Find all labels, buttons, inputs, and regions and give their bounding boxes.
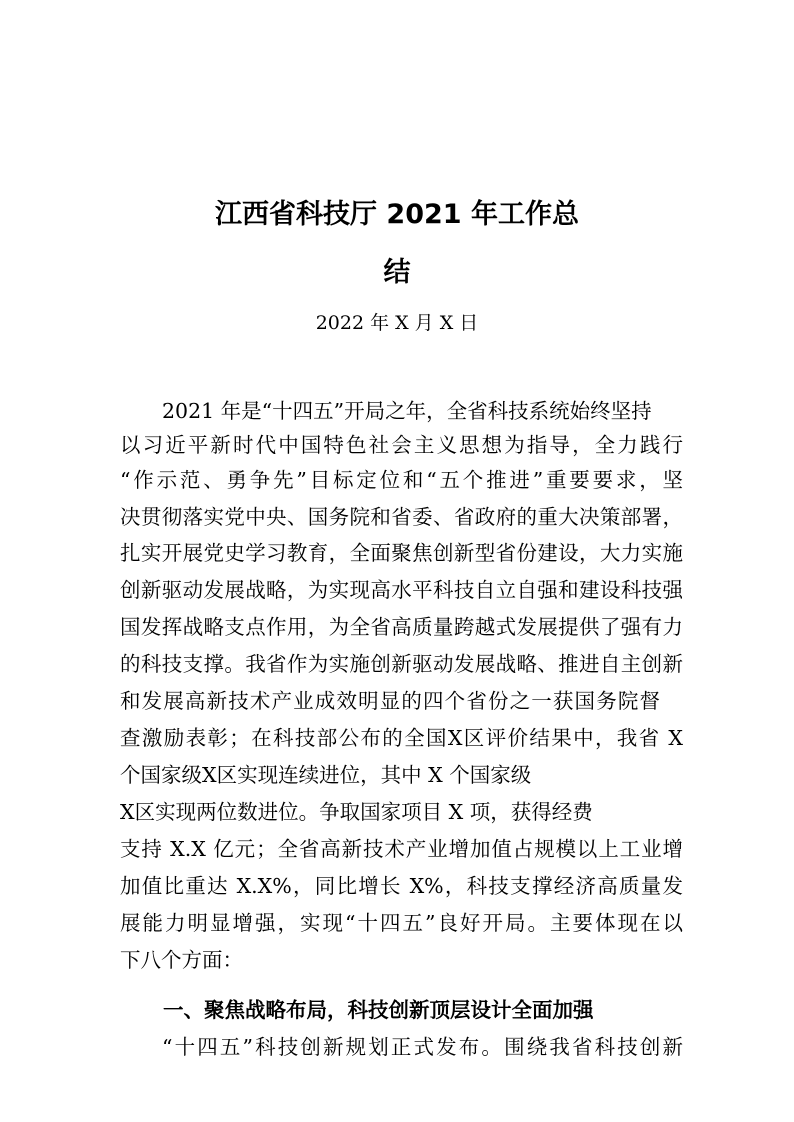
paragraph-line: 支持 X.X 亿元；全省高新技术产业增加值占规模以上工业增	[120, 837, 683, 861]
paragraph-line: “作示范、勇争先”目标定位和“五个推进”重要要求，坚	[120, 468, 683, 492]
paragraph-line: 以习近平新时代中国特色社会主义思想为指导，全力践行	[120, 433, 683, 457]
paragraph-line: 决贯彻落实党中央、国务院和省委、省政府的重大决策部署，	[120, 505, 683, 529]
paragraph-line: 个国家级X区实现连续进位，其中 X 个国家级	[120, 763, 532, 787]
paragraph-line: 的科技支撑。我省作为实施创新驱动发展战略、推进自主创新	[120, 652, 683, 676]
paragraph-line: 创新驱动发展战略，为实现高水平科技自立自强和建设科技强	[120, 578, 683, 602]
paragraph-line: 扎实开展党史学习教育，全面聚焦创新型省份建设，大力实施	[120, 541, 683, 565]
section-heading: 一、聚焦战略布局，科技创新顶层设计全面加强	[163, 998, 594, 1022]
paragraph-line: 国发挥战略支点作用，为全省高质量跨越式发展提供了强有力	[120, 615, 683, 639]
paragraph-line: 查激励表彰；在科技部公布的全国X区评价结果中，我省 X	[120, 726, 683, 750]
paragraph-line: 和发展高新技术产业成效明显的四个省份之一获国务院督	[120, 689, 660, 713]
paragraph-line: “十四五”科技创新规划正式发布。围绕我省科技创新	[162, 1035, 683, 1059]
paragraph-line: X区实现两位数进位。争取国家项目 X 项，获得经费	[120, 800, 593, 824]
paragraph-line: 展能力明显增强，实现“十四五”良好开局。主要体现在以	[120, 911, 683, 935]
paragraph-line: 加值比重达 X.X%，同比增长 X%，科技支撑经济高质量发	[120, 874, 683, 898]
document-title-line-1: 江西省科技厅 2021 年工作总	[215, 199, 579, 230]
paragraph-line: 下八个方面：	[120, 948, 243, 972]
document-title-line-2: 结	[383, 257, 411, 288]
paragraph-line: 2021 年是“十四五”开局之年，全省科技系统始终坚持	[162, 399, 652, 423]
document-date: 2022 年 X 月 X 日	[315, 312, 479, 334]
